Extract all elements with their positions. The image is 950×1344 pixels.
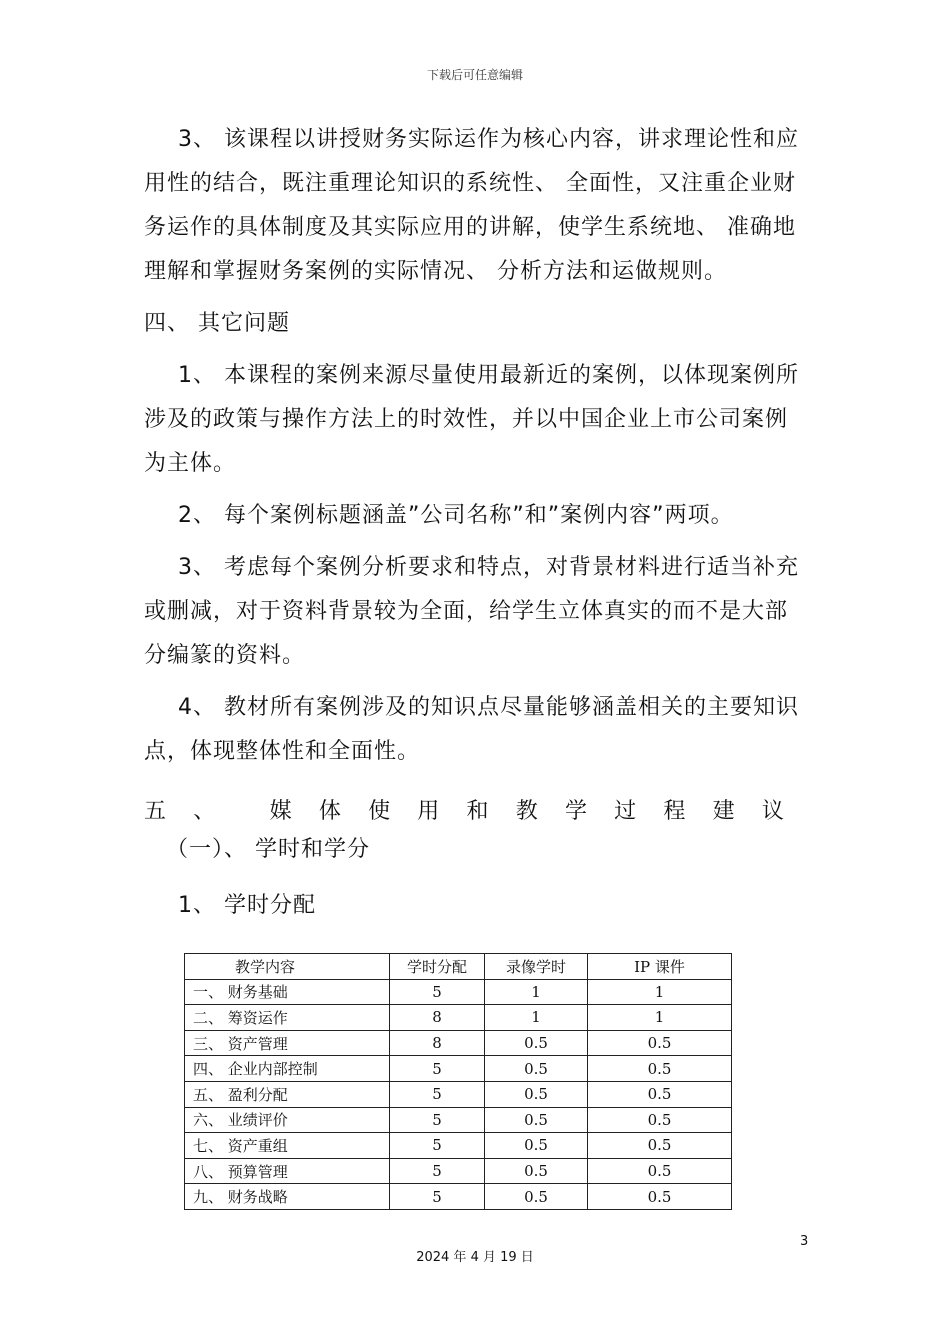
heading-char: 用 [417,799,440,824]
table-row [185,1107,732,1133]
table-cell: 五、 盈利分配 [185,1081,390,1107]
hours-allocation-table [184,953,732,1210]
list-item: 1、 本课程的案例来源尽量使用最新近的案例，以体现案例所涉及的政策与操作方法上的时效性，并以中国企业上市公司案例为主体。 [144,363,799,476]
table-cell: 0.5 [485,1107,588,1133]
table-cell: 九、 财务战略 [185,1184,390,1210]
table-cell: 0.5 [588,1030,732,1056]
table-cell: 8 [390,1005,485,1031]
page-footer-date: 2024 年 4 月 19 日 [416,1250,534,1265]
heading-char: 和 [466,799,489,824]
heading-char: 五 [144,799,167,824]
table-row [185,1158,732,1184]
subsubsection-heading: 1、 学时分配 [178,893,316,918]
table-cell: 0.5 [588,1056,732,1082]
table-cell: 0.5 [485,1158,588,1184]
table-row [185,979,732,1005]
column-header: IP 课件 [588,954,732,980]
table-cell: 0.5 [485,1133,588,1159]
table-row [185,1184,732,1210]
table-cell: 1 [485,1005,588,1031]
table-cell: 0.5 [588,1184,732,1210]
column-header: 录像学时 [485,954,588,980]
page-header: 下载后可任意编辑 [426,68,523,82]
table-cell: 5 [390,1184,485,1210]
table-row [185,1005,732,1031]
table-row [185,1030,732,1056]
column-header: 教学内容 [185,954,390,980]
table-cell: 5 [390,1081,485,1107]
heading-char: 媒 [269,799,292,824]
section-heading-4: 四、 其它问题 [144,311,290,336]
table-cell: 5 [390,1133,485,1159]
table-cell: 5 [390,1107,485,1133]
page-number: 3 [800,1234,809,1249]
table-cell: 0.5 [588,1081,732,1107]
table-cell: 四、 企业内部控制 [185,1056,390,1082]
table-row [185,1056,732,1082]
table-cell: 0.5 [485,1056,588,1082]
subsection-heading: （一）、 学时和学分 [166,837,370,862]
heading-char: 、 [193,799,216,824]
heading-char: 使 [368,799,391,824]
heading-char: 学 [564,799,587,824]
table-row [185,1081,732,1107]
table-cell: 0.5 [588,1158,732,1184]
table-cell: 三、 资产管理 [185,1030,390,1056]
table-cell: 二、 筹资运作 [185,1005,390,1031]
table-cell: 六、 业绩评价 [185,1107,390,1133]
list-item: 2、 每个案例标题涵盖”公司名称”和”案例内容”两项。 [178,503,734,528]
paragraph-item-3: 3、 该课程以讲授财务实际运作为核心内容，讲求理论性和应用性的结合，既注重理论知识的系统性、 全面性，又注重企业财务运作的具体制度及其实际应用的讲解，使学生系统地、 准确地理解和掌握财务案例的实际情况、 分析方法和运做规则。 [144,127,799,284]
heading-char: 教 [515,799,538,824]
document-body [144,118,808,938]
table-cell: 八、 预算管理 [185,1158,390,1184]
table-cell: 0.5 [588,1107,732,1133]
table-cell: 七、 资产重组 [185,1133,390,1159]
heading-char: 体 [318,799,341,824]
table-cell: 0.5 [485,1030,588,1056]
table-cell: 8 [390,1030,485,1056]
table-cell: 0.5 [485,1184,588,1210]
list-item: 4、 教材所有案例涉及的知识点尽量能够涵盖相关的主要知识点，体现整体性和全面性。 [144,695,799,764]
table-cell: 1 [588,1005,732,1031]
table-cell: 5 [390,1158,485,1184]
heading-char: 议 [761,799,784,824]
table-row [185,1133,732,1159]
list-item: 3、 考虑每个案例分析要求和特点，对背景材料进行适当补充或删减，对于资料背景较为全面，给学生立体真实的而不是大部分编篆的资料。 [144,555,799,668]
table-cell: 0.5 [485,1081,588,1107]
heading-char: 程 [663,799,686,824]
table-cell: 0.5 [588,1133,732,1159]
column-header: 学时分配 [390,954,485,980]
section-heading-5 [144,792,784,832]
table-cell: 5 [390,1056,485,1082]
heading-char: 过 [614,799,637,824]
table-cell: 1 [588,979,732,1005]
heading-char: 建 [712,799,735,824]
table-cell: 5 [390,979,485,1005]
table-cell: 一、 财务基础 [185,979,390,1005]
table-header-row [185,954,732,980]
table-cell: 1 [485,979,588,1005]
